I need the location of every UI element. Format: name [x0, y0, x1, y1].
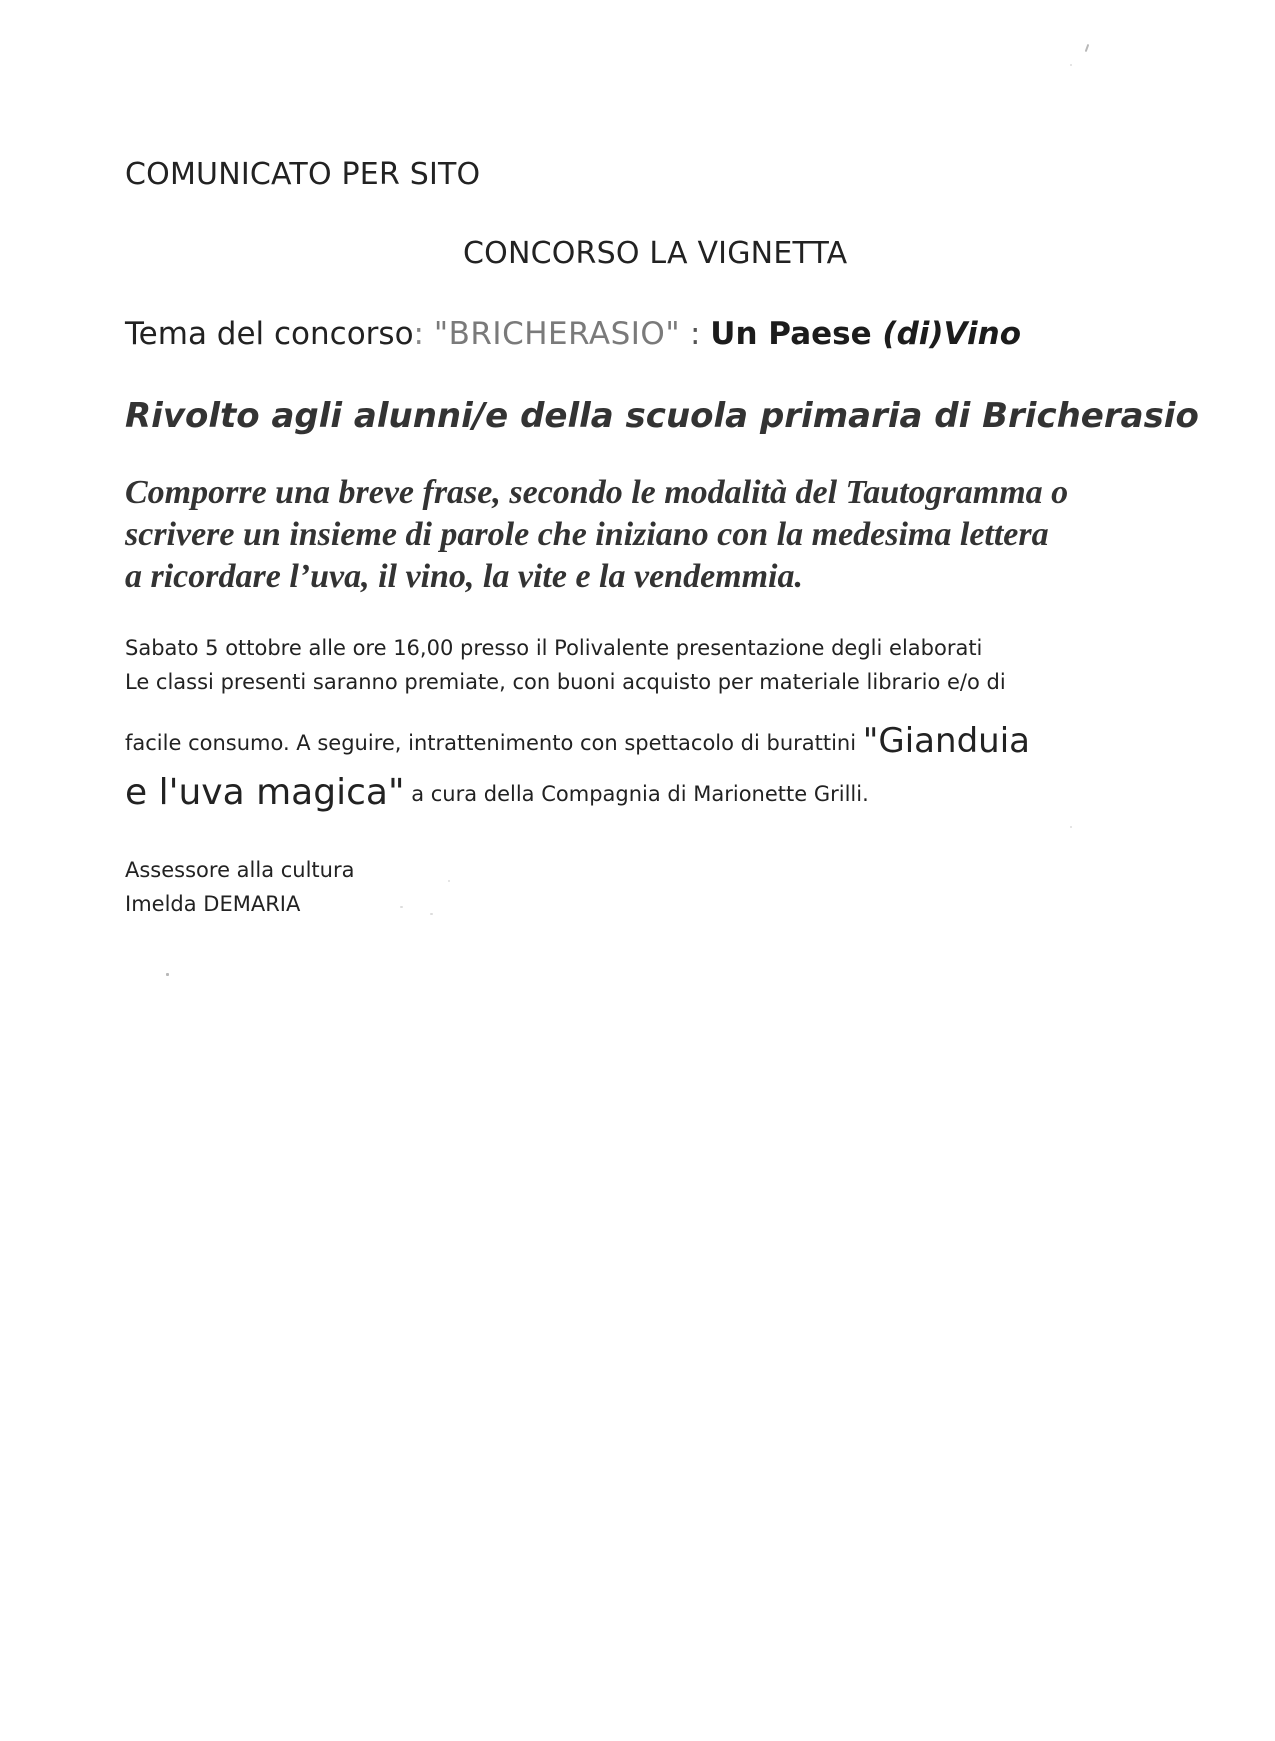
instructions-line: a ricordare l’uva, il vino, la vite e la vendemmia.	[125, 558, 804, 595]
event-company-text: a cura della Compagnia di Marionette Grilli.	[404, 782, 869, 806]
show-title-part2: e l'uva magica"	[125, 772, 405, 813]
scan-speck	[1070, 64, 1072, 66]
event-line-company	[125, 772, 869, 813]
theme-quoted-name: "BRICHERASIO"	[433, 316, 681, 352]
event-show-text: facile consumo. A seguire, intrattenimento con spettacolo di burattini	[125, 731, 863, 755]
instructions-line: scrivere un insieme di parole che iniziano con la medesima lettera	[125, 516, 1049, 553]
instructions-line: Comporre una breve frase, secondo le modalità del Tautogramma o	[125, 474, 1069, 511]
signature-role: Assessore alla cultura	[125, 858, 355, 882]
theme-label: Tema del concorso	[125, 316, 414, 352]
scan-speck	[166, 973, 169, 976]
event-line-date: Sabato 5 ottobre alle ore 16,00 presso il Polivalente presentazione degli elaborati	[125, 636, 983, 660]
scan-speck	[430, 913, 433, 915]
theme-separator: :	[689, 316, 701, 352]
contest-title: CONCORSO LA VIGNETTA	[463, 236, 848, 271]
audience-line: Rivolto agli alunni/e della scuola primaria di Bricherasio	[125, 396, 1199, 436]
contest-theme	[125, 317, 1021, 353]
scan-speck	[1070, 826, 1072, 828]
show-title-part1: "Gianduia	[862, 721, 1030, 761]
event-line-show	[125, 722, 1030, 761]
scan-speck	[448, 880, 450, 882]
event-line-prizes: Le classi presenti saranno premiate, con buoni acquisto per materiale librario e/o di	[125, 670, 1006, 694]
instructions-paragraph	[125, 472, 1225, 598]
theme-subtitle-italic: (di)Vino	[882, 316, 1021, 352]
scan-speck	[1085, 44, 1090, 52]
theme-colon: :	[413, 316, 424, 352]
signature-name: Imelda DEMARIA	[125, 892, 301, 916]
document-heading: COMUNICATO PER SITO	[125, 157, 481, 192]
scan-speck	[400, 906, 403, 908]
theme-subtitle-plain: Un Paese	[710, 316, 883, 352]
